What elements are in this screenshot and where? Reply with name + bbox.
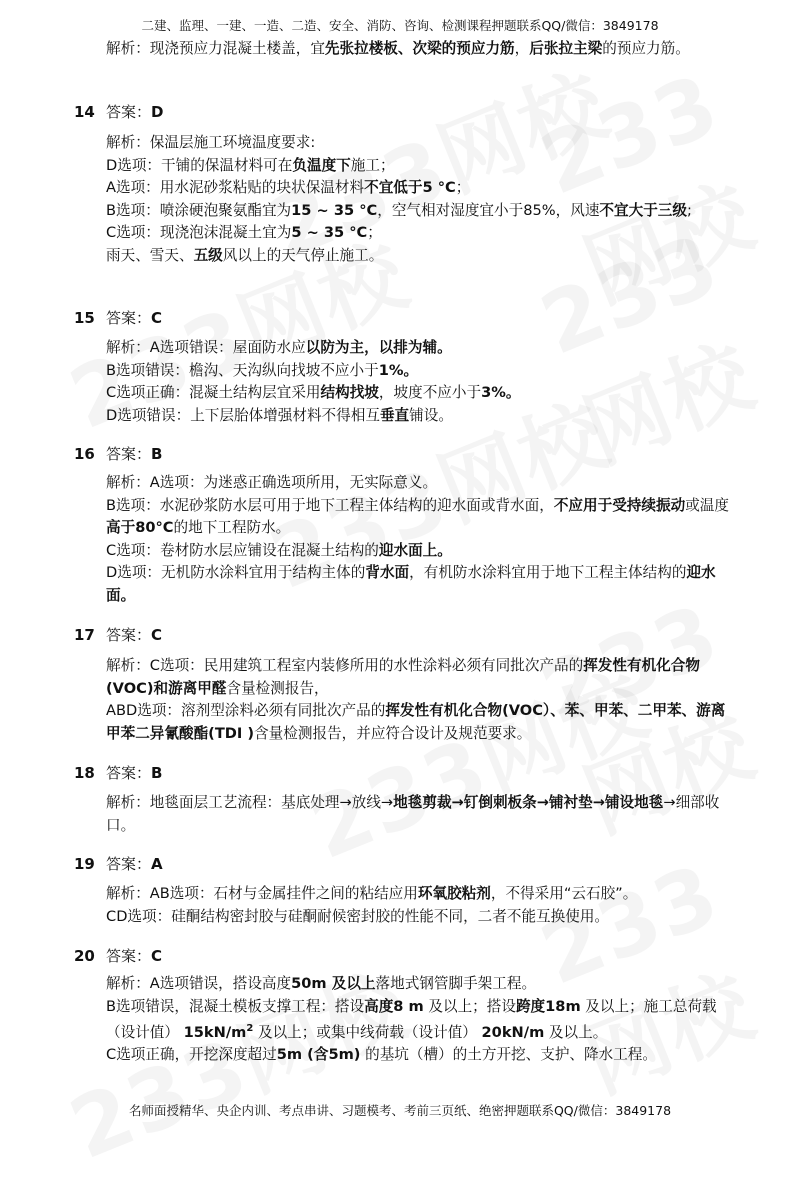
question-18-explanation: 解析：地毯面层工艺流程：基底处理→放线→地毯剪裁→钉倒刺板条→铺衬垫→铺设地毯→细部收口。 xyxy=(106,794,720,834)
question-18-header: 18 答案：B xyxy=(74,764,163,782)
question-16-explanation: 解析：A选项：为迷惑正确选项所用，无实际意义。 B选项：水泥砂浆防水层可用于地下工程主体结构的迎水面或背水面，不应用于受持续振动或温度高于80°C的地下工程防水。 C选项：卷材防水层应铺设在混凝土结构的迎水面上。 D选项：无机防水涂料宜用于结构主体的背水面，有机防水涂料宜用于地下工程主体结构的迎水面。 xyxy=(106,474,729,604)
question-19-header: 19 答案：A xyxy=(74,855,163,873)
question-17-header: 17 答案：C xyxy=(74,626,163,644)
question-17-explanation: 解析：C选项：民用建筑工程室内装修所用的水性涂料必须有同批次产品的挥发性有机化合物(VOC)和游离甲醛含量检测报告， ABD选项：溶剂型涂料必须有同批次产品的挥发性有机化合物(VOC）、苯、甲苯、二甲苯、游离甲苯二异氰酸酯(TDI )含量检测报告，并应符合设计及规范要求。 xyxy=(106,657,726,742)
question-14-explanation: 解析：保温层施工环境温度要求: D选项：干铺的保温材料可在负温度下施工； A选项：用水泥砂浆粘贴的块状保温材料不宜低于5 °C； B选项：喷涂硬泡聚氨酯宜为15 ~ 35 °C，空气相对湿度宜小于85%，风速不宜大于三级; C选项：现浇泡沫混凝土宜为5 ~ 35 °C； 雨天、雪天、五级风以上的天气停止施工。 xyxy=(106,134,692,264)
question-14-header: 14 答案：D xyxy=(74,103,164,121)
page-footer: 名师面授精华、央企内训、考点串讲、习题模考、考前三页纸、绝密押题联系QQ/微信：3849178 xyxy=(128,1103,672,1118)
question-15-header: 15 答案：C xyxy=(74,309,163,327)
question-19-explanation: 解析：AB选项：石材与金属挂件之间的粘结应用环氧胶粘剂，不得采用“云石胶”。 CD选项：硅酮结构密封胶与硅酮耐候密封胶的性能不同，二者不能互换使用。 xyxy=(106,885,638,925)
watermark xyxy=(528,823,800,1116)
question-15-explanation: 解析：A选项错误：屋面防水应以防为主，以排为辅。 B选项错误：檐沟、天沟纵向找坡不应小于1%。 C选项正确：混凝土结构层宜采用结构找坡，坡度不应小于3%。 D选项错误：上下层胎体增强材料不得相互垂直铺设。 xyxy=(106,339,521,424)
question-20-header: 20 答案：C xyxy=(74,947,163,965)
question-20-explanation: 解析：A选项错误，搭设高度50m 及以上落地式钢管脚手架工程。 B选项错误，混凝土模板支撑工程：搭设高度8 m 及以上；搭设跨度18m 及以上；施工总荷载（设计值） $15kN/m^2$ 及以上；或集中线荷载（设计值） 20kN/m 及以上。 C选项正确，开挖深度超过5m (含5m) 的基坑（槽）的土方开挖、支护、降水工程。 xyxy=(106,975,717,1064)
page-header: 二建、监理、一建、一造、二造、安全、消防、咨询、检测课程押题联系QQ/微信：3849178 xyxy=(141,18,659,33)
question-16-header: 16 答案：B xyxy=(74,445,163,463)
top-paragraph: 解析：现浇预应力混凝土楼盖，宜先张拉楼板、次梁的预应力筋，后张拉主梁的预应力筋。 xyxy=(106,40,690,57)
